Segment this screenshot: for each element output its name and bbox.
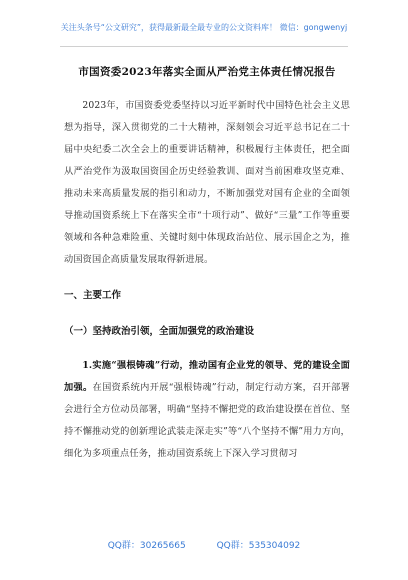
footer xyxy=(0,538,408,551)
item-lead: 1.实施“强根铸魂”行动，推动国有企业党的领导、党的建设全面加强。 xyxy=(64,360,350,393)
item-paragraph xyxy=(64,355,350,465)
footer-qq-group-2: QQ群：535304092 xyxy=(216,541,301,551)
item-body: 在国资系统内开展“强根铸魂”行动，制定行动方案，召开部署会进行全方位动员部署，明确“坚持不懈把党的政治建设摆在首位、坚持不懈推动党的创新理论武装走深走实”等“八个坚持不懈”用力方向，细化为多项重点任务，推动国资系统上下深入学习贯彻习 xyxy=(64,382,351,459)
subsection-heading: （一）坚持政治引领，全面加强党的政治建设 xyxy=(64,326,255,337)
section-heading: 一、主要工作 xyxy=(64,290,122,301)
document-body xyxy=(64,64,350,465)
footer-qq-group-1: QQ群：30265665 xyxy=(107,541,186,551)
document-title: 市国资委2023年落实全面从严治党主体责任情况报告 xyxy=(78,66,336,78)
header-banner: 关注头条号“公文研究”，获得最新最全最专业的公文资料库！ 微信：gongwenyj xyxy=(60,23,348,32)
header-divider xyxy=(60,46,348,47)
intro-paragraph: 2023年，市国资委党委坚持以习近平新时代中国特色社会主义思想为指导，深入贯彻党的二十大精神，深刻领会习近平总书记在二十届中央纪委二次全会上的重要讲话精神，积极履行主体责任，把全面从严治党作为汲取国资国企历史经验教训、面对当前困难攻坚克难、推动未来高质量发展的指引和动力，不断加强党对国有企业的全面领导推动国资系统上下在落实全市“十项行动”、做好“三量”工作等重要领域和各种急难险重、关键时刻中体现政治站位、展示国企之为，推动国资国企高质量发展取得新进展。 xyxy=(64,100,350,265)
